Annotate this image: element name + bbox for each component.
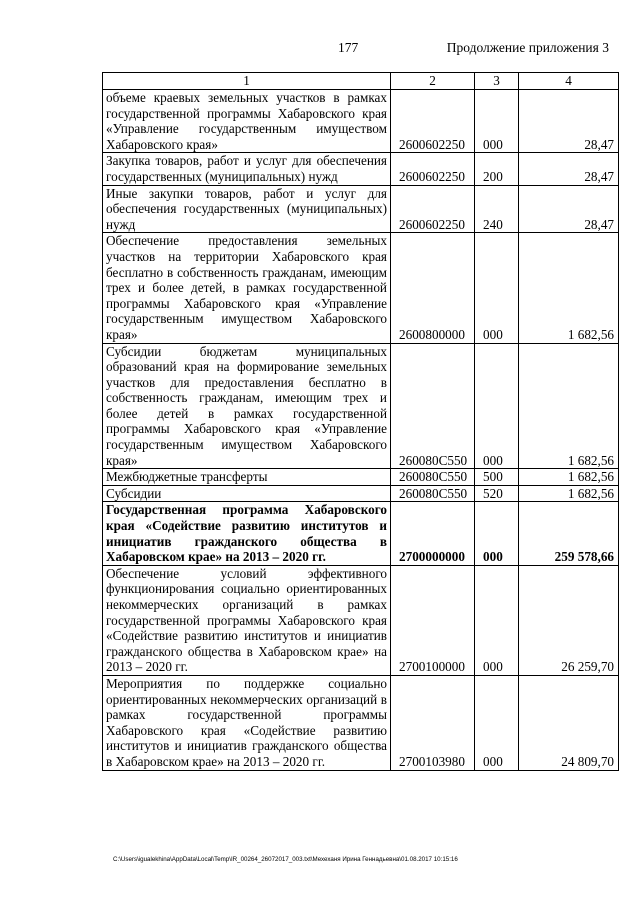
file-path-footer: C:\Users\igualekhina\AppData\Local\Temp\IR_00264_26072017_003.txt\Мехеханя Ирина Геннадьевна\01.08.2017 10:15:16: [113, 856, 458, 863]
table-row: [103, 343, 619, 469]
row-name-cell: Субсидии бюджетам муниципальных образований края на формирование земельных участков для предоставления бесплатно в собственность гражданам, имеющим трех и более детей в рамках государственной программы Хабаровского края «Управление государственным имуществом Хабаровского края»: [103, 343, 391, 469]
row-sum-cell: 28,47: [519, 185, 619, 233]
row-sum-cell: 1 682,56: [519, 469, 619, 486]
row-csr-cell: 260080С550: [391, 343, 475, 469]
row-sum-cell: 28,47: [519, 153, 619, 185]
row-vr-cell: 000: [475, 675, 519, 770]
table-row: [103, 90, 619, 153]
row-name-cell: Субсидии: [103, 485, 391, 502]
row-vr-cell: 500: [475, 469, 519, 486]
row-vr-cell: 000: [475, 343, 519, 469]
continuation-label: Продолжение приложения 3: [446, 40, 609, 55]
header-col-4: 4: [519, 73, 619, 90]
row-name-cell: Обеспечение предоставления земельных участков на территории Хабаровского края бесплатно в собственность гражданам, имеющим трех и более детей, в рамках государственной программы Хабаровского края «Управление государственным имуществом Хабаровского края»: [103, 233, 391, 343]
row-vr-cell: 200: [475, 153, 519, 185]
row-name-cell: объеме краевых земельных участков в рамках государственной программы Хабаровского края «Управление государственным имуществом Хабаровского края»: [103, 90, 391, 153]
table-row: [103, 675, 619, 770]
row-sum-cell: 28,47: [519, 90, 619, 153]
page-number: 177: [338, 40, 359, 55]
row-name-cell: Мероприятия по поддержке социально ориентированных некоммерческих организаций в рамках государственной программы Хабаровского края «Содействие развитию институтов и инициатив гражданского общества в Хабаровском крае» на 2013 – 2020 гг.: [103, 675, 391, 770]
row-csr-cell: 2600602250: [391, 185, 475, 233]
table-row: [103, 469, 619, 486]
row-vr-cell: 000: [475, 565, 519, 675]
table-header-row: [103, 73, 619, 90]
row-vr-cell: 520: [475, 485, 519, 502]
table-row: [103, 565, 619, 675]
row-csr-cell: 260080С550: [391, 469, 475, 486]
row-name-cell: Иные закупки товаров, работ и услуг для обеспечения государственных (муниципальных) нужд: [103, 185, 391, 233]
row-vr-cell: 000: [475, 502, 519, 565]
row-sum-cell: 1 682,56: [519, 485, 619, 502]
row-csr-cell: 260080С550: [391, 485, 475, 502]
table-row: [103, 233, 619, 343]
row-sum-cell: 259 578,66: [519, 502, 619, 565]
row-csr-cell: 2600602250: [391, 153, 475, 185]
table-row: [103, 185, 619, 233]
row-vr-cell: 000: [475, 233, 519, 343]
row-csr-cell: 2600602250: [391, 90, 475, 153]
row-vr-cell: 000: [475, 90, 519, 153]
row-sum-cell: 24 809,70: [519, 675, 619, 770]
row-name-cell: Обеспечение условий эффективного функционирования социально ориентированных некоммерческих организаций в рамках государственной программы Хабаровского края «Содействие развитию институтов и инициатив гражданского общества в Хабаровском крае» на 2013 – 2020 гг.: [103, 565, 391, 675]
row-csr-cell: 2600800000: [391, 233, 475, 343]
row-name-cell: Государственная программа Хабаровского края «Содействие развитию институтов и инициатив гражданского общества в Хабаровском крае» на 2013 – 2020 гг.: [103, 502, 391, 565]
header-col-2: 2: [391, 73, 475, 90]
row-csr-cell: 2700100000: [391, 565, 475, 675]
table-row: [103, 502, 619, 565]
row-sum-cell: 1 682,56: [519, 233, 619, 343]
row-sum-cell: 1 682,56: [519, 343, 619, 469]
row-vr-cell: 240: [475, 185, 519, 233]
row-csr-cell: 2700000000: [391, 502, 475, 565]
row-name-cell: Закупка товаров, работ и услуг для обеспечения государственных (муниципальных) нужд: [103, 153, 391, 185]
budget-table-body: [103, 73, 619, 771]
header-col-3: 3: [475, 73, 519, 90]
row-sum-cell: 26 259,70: [519, 565, 619, 675]
table-row: [103, 153, 619, 185]
header-col-1: 1: [103, 73, 391, 90]
row-name-cell: Межбюджетные трансферты: [103, 469, 391, 486]
row-csr-cell: 2700103980: [391, 675, 475, 770]
budget-table: [102, 72, 619, 771]
table-row: [103, 485, 619, 502]
